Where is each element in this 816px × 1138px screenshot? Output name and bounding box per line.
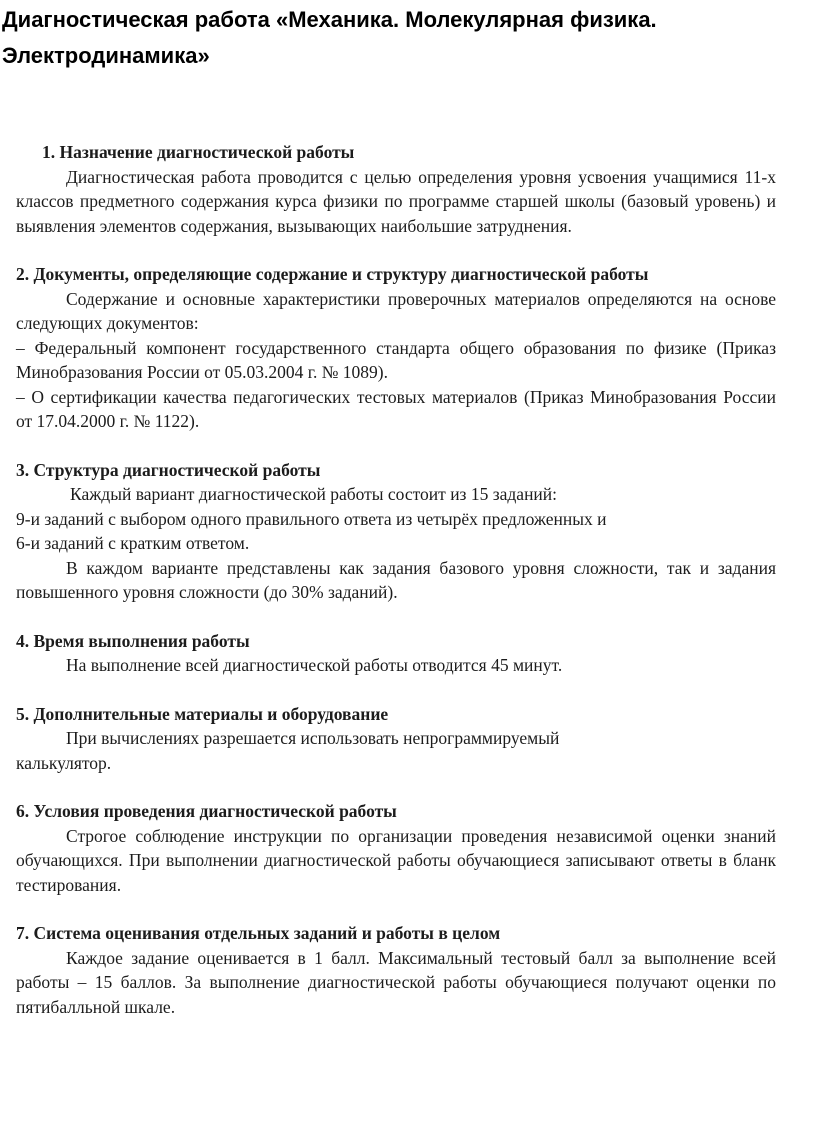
section-paragraph: Строгое соблюдение инструкции по организации проведения независимой оценки знаний обучающихся. При выполнении диагностической работы обучающиеся записывают ответы в бланк тестирования. — [16, 825, 776, 895]
section-heading: 3. Структура диагностической работы — [16, 459, 321, 480]
section-conditions — [16, 799, 776, 897]
section-structure — [16, 458, 776, 605]
section-grading — [16, 921, 776, 1019]
page-title: Диагностическая работа «Механика. Молекулярная физика. Электродинамика» — [2, 7, 657, 68]
section-heading: 1. Назначение диагностической работы — [42, 142, 355, 162]
section-paragraph — [16, 482, 776, 556]
section-paragraph: Диагностическая работа проводится с целью определения уровня усвоения учащимися 11-х классов предметного содержания курса физики по программе старшей школы (базовый уровень) и выявления элементов содержания, вызывающих наибольшие затруднения. — [16, 166, 776, 236]
section-paragraph: В каждом варианте представлены как задания базового уровня сложности, так и задания повышенного уровня сложности (до 30% заданий). — [16, 557, 776, 602]
text-line: калькулятор. — [16, 752, 112, 773]
text-line: При вычислениях разрешается использовать непрограммируемый — [66, 728, 560, 748]
section-paragraph: Содержание и основные характеристики проверочных материалов определяются на основе следующих документов: — [16, 288, 776, 333]
section-time — [16, 629, 776, 678]
scanned-document-body — [16, 140, 776, 1043]
section-heading: 5. Дополнительные материалы и оборудование — [16, 703, 389, 724]
section-paragraph: Каждое задание оценивается в 1 балл. Максимальный тестовый балл за выполнение всей работы – 15 баллов. За выполнение диагностической работы обучающиеся получают оценки по пятибалльной шкале. — [16, 947, 776, 1017]
section-documents — [16, 262, 776, 434]
section-heading: 2. Документы, определяющие содержание и структуру диагностической работы — [16, 264, 649, 284]
section-materials — [16, 702, 776, 776]
section-heading: 7. Система оценивания отдельных заданий и работы в целом — [16, 923, 501, 943]
text-line: Каждый вариант диагностической работы состоит из 15 заданий: — [70, 484, 558, 504]
section-paragraph: На выполнение всей диагностической работы отводится 45 минут. — [66, 655, 563, 675]
document-list-item: – Федеральный компонент государственного стандарта общего образования по физике (Приказ Минобразования России от 05.03.2004 г. № 1089). — [16, 337, 776, 382]
text-line: 9-и заданий с выбором одного правильного ответа из четырёх предложенных и — [16, 508, 607, 529]
section-paragraph — [16, 726, 776, 775]
document-list-item: – О сертификации качества педагогических тестовых материалов (Приказ Минобразования России от 17.04.2000 г. № 1122). — [16, 386, 776, 431]
section-heading: 6. Условия проведения диагностической работы — [16, 801, 397, 821]
text-line: 6-и заданий с кратким ответом. — [16, 533, 250, 553]
section-purpose — [16, 140, 776, 238]
section-heading: 4. Время выполнения работы — [16, 630, 250, 651]
